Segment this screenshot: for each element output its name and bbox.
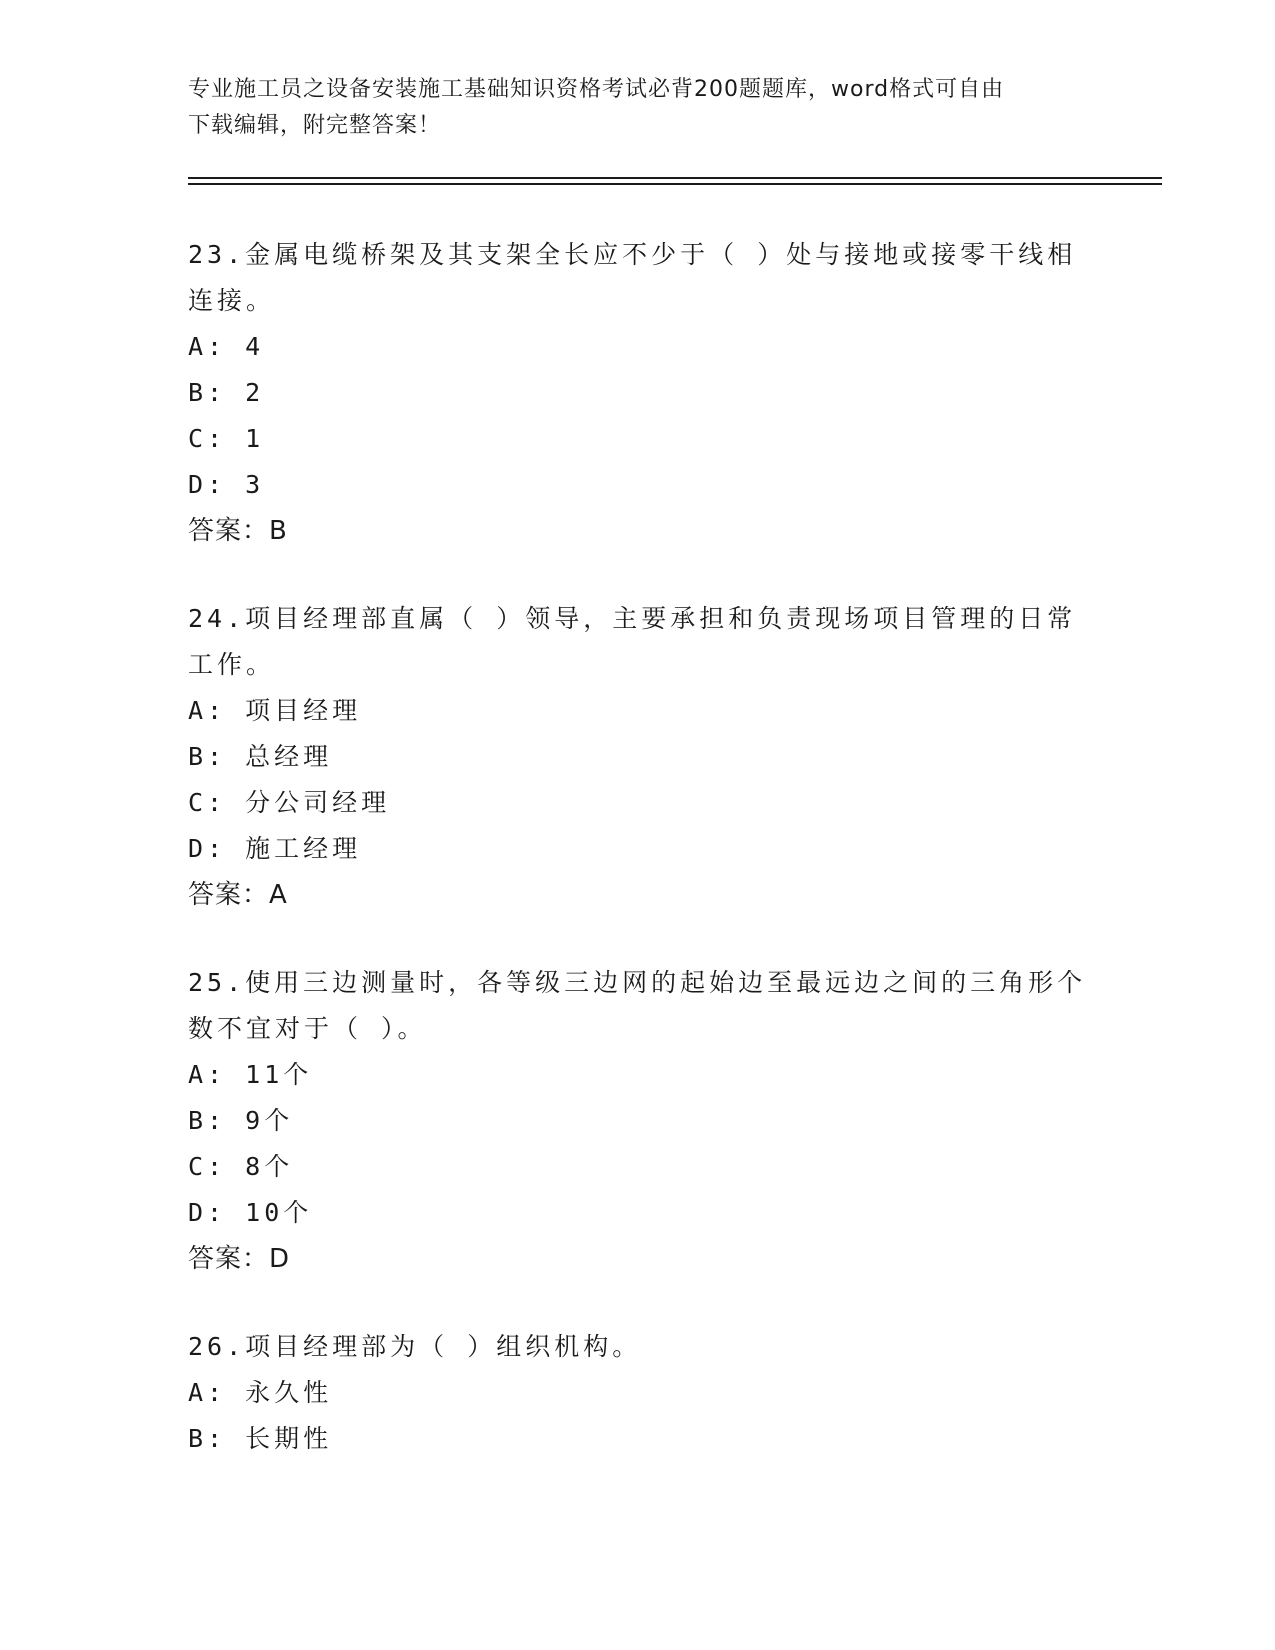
header-divider-bottom xyxy=(188,183,1162,185)
question-stem xyxy=(188,960,1088,1052)
option-a: A: 4 xyxy=(188,332,265,361)
question-stem-line-1: 23.金属电缆桥架及其支架全长应不少于（ ）处与接地或接零干线相 xyxy=(188,240,1077,269)
question-24 xyxy=(188,596,1088,918)
option-c: C: 8个 xyxy=(188,1152,294,1181)
option-b: B: 9个 xyxy=(188,1106,294,1135)
option-c: C: 1 xyxy=(188,424,265,453)
question-stem xyxy=(188,1324,1088,1370)
question-stem-line-2: 连接。 xyxy=(188,286,276,315)
header-title-line-2: 下载编辑，附完整答案！ xyxy=(188,113,442,138)
answer-line: 答案：B xyxy=(188,516,288,546)
question-list xyxy=(188,232,1088,1504)
option-b: B: 2 xyxy=(188,378,265,407)
option-a: A: 永久性 xyxy=(188,1378,333,1407)
question-stem-line-1: 26.项目经理部为（ ）组织机构。 xyxy=(188,1332,642,1361)
option-d: D: 3 xyxy=(188,470,265,499)
question-stem-line-2: 工作。 xyxy=(188,650,276,679)
option-a: A: 11个 xyxy=(188,1060,313,1089)
question-25 xyxy=(188,960,1088,1282)
question-23 xyxy=(188,232,1088,554)
option-b: B: 总经理 xyxy=(188,742,333,771)
question-26 xyxy=(188,1324,1088,1462)
option-d: D: 10个 xyxy=(188,1198,313,1227)
header-divider-top xyxy=(188,177,1162,179)
option-b: B: 长期性 xyxy=(188,1424,333,1453)
option-a: A: 项目经理 xyxy=(188,696,362,725)
answer-line: 答案：A xyxy=(188,880,288,910)
question-stem-line-1: 25.使用三边测量时，各等级三边网的起始边至最远边之间的三角形个 xyxy=(188,968,1087,997)
option-d: D: 施工经理 xyxy=(188,834,362,863)
document-header xyxy=(188,72,1088,144)
option-c: C: 分公司经理 xyxy=(188,788,391,817)
question-stem xyxy=(188,232,1088,324)
question-stem xyxy=(188,596,1088,688)
header-title-line-1: 专业施工员之设备安装施工基础知识资格考试必背200题题库，word格式可自由 xyxy=(188,77,1005,102)
question-stem-line-1: 24.项目经理部直属（ ）领导，主要承担和负责现场项目管理的日常 xyxy=(188,604,1077,633)
answer-line: 答案：D xyxy=(188,1244,291,1274)
question-stem-line-2: 数不宜对于（ ）。 xyxy=(188,1014,427,1043)
